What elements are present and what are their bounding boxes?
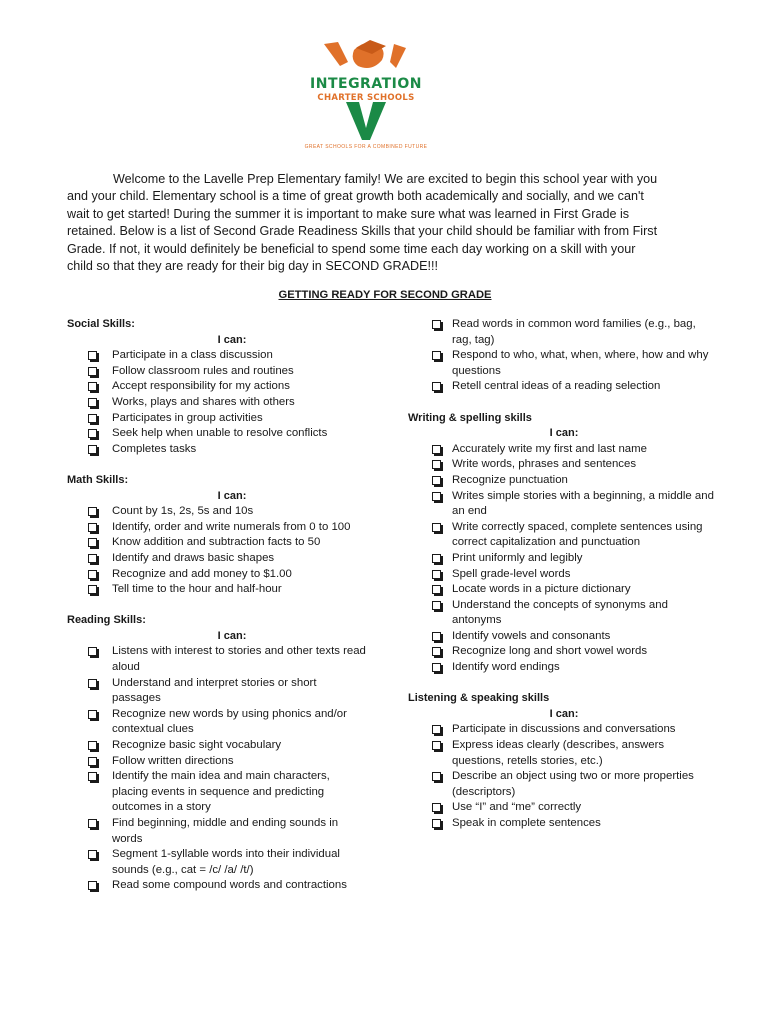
checklist-item (67, 847, 367, 878)
checkbox-icon (88, 382, 97, 391)
ican-label: I can: (549, 427, 579, 440)
checkbox-icon (432, 445, 441, 454)
checklist-item-text: Read words in common word families (e.g., bag, rag, tag) (452, 318, 696, 346)
checkbox-icon (432, 523, 441, 532)
checklist-item-text: Seek help when unable to resolve conflicts (112, 427, 328, 440)
checklist-item-text: Respond to who, what, when, where, how and why questions (452, 349, 709, 377)
checkbox-icon (88, 351, 97, 360)
checkbox-icon (432, 570, 441, 579)
checklist-item (67, 769, 367, 816)
checklist-item-text: Follow written directions (112, 754, 234, 767)
checkbox-icon (432, 585, 441, 594)
checklist-item-text: Know addition and subtraction facts to 50 (112, 536, 321, 549)
checklist-item-text: Accurately write my first and last name (452, 442, 647, 455)
checkbox-icon (88, 881, 97, 890)
checklist-item-text: Writes simple stories with a beginning, a middle and an end (452, 489, 714, 518)
checklist-item-text: Participates in group activities (112, 411, 263, 424)
checkbox-icon (88, 772, 97, 781)
checklist-item (408, 520, 718, 551)
checklist-item-text: Participate in discussions and conversations (452, 723, 676, 736)
ican-label: I can: (217, 629, 247, 642)
checkbox-icon (432, 320, 441, 329)
checkbox-icon (432, 725, 441, 734)
checklist-item-text: Speak in complete sentences (452, 817, 601, 829)
reading-skills-title: Reading Skills: (67, 614, 146, 627)
checkbox-icon (432, 741, 441, 750)
checklist-item-text: Identify the main idea and main characters, placing events in sequence and predicting outcomes in a story (112, 770, 330, 814)
checklist-item-text: Retell central ideas of a reading selection (452, 380, 661, 393)
checklist-item (67, 816, 367, 847)
checkbox-icon (88, 538, 97, 547)
checklist-item (67, 676, 367, 707)
math-skills-title: Math Skills: (67, 473, 129, 486)
checklist-item (67, 426, 367, 442)
checkbox-icon (432, 647, 441, 656)
logo-name: INTEGRATION (310, 76, 422, 92)
listening-skills-list (408, 722, 718, 831)
intro-line: wait to get started! During the summer it is important to make sure what was learned in First Grade is (67, 206, 630, 221)
listening-skills-title: Listening & speaking skills (408, 692, 550, 705)
checklist-item-text: Recognize and add money to $1.00 (112, 567, 292, 580)
checklist-item (67, 644, 367, 675)
checkbox-icon (88, 679, 97, 688)
checkbox-icon (432, 554, 441, 563)
social-skills-list (67, 348, 367, 457)
checklist-item (67, 442, 367, 458)
logo-subtitle: CHARTER SCHOOLS (317, 93, 415, 103)
intro-line: and your child. Elementary school is a time of great growth both academically and socially, and we can't (67, 189, 644, 204)
checklist-item-text: Find beginning, middle and ending sounds in words (112, 817, 339, 845)
checkbox-icon (88, 523, 97, 532)
checklist-item (67, 707, 367, 738)
checkbox-icon (88, 445, 97, 454)
checklist-item (408, 582, 718, 598)
checklist-item (67, 348, 367, 364)
checklist-item (67, 551, 367, 567)
checklist-item (408, 551, 718, 567)
ican-label: I can: (549, 707, 579, 720)
welcome-paragraph (67, 171, 707, 275)
checklist-item-text: Express ideas clearly (describes, answers questions, retells stories, etc.) (452, 739, 665, 767)
checklist-item (67, 582, 367, 598)
checkbox-icon (432, 772, 441, 781)
checkbox-icon (88, 757, 97, 766)
checklist-item-text: Recognize new words by using phonics and/or contextual clues (112, 707, 347, 736)
checklist-item-text: Use “I” and “me” correctly (452, 801, 582, 814)
checklist-item-text: Recognize basic sight vocabulary (112, 739, 282, 752)
checkbox-icon (88, 554, 97, 563)
checklist-item-text: Understand and interpret stories or short passages (112, 676, 317, 705)
checkbox-icon (88, 710, 97, 719)
checklist-item (408, 738, 718, 769)
checkbox-icon (432, 351, 441, 360)
school-logo (296, 36, 436, 158)
checklist-item-text: Understand the concepts of synonyms and antonyms (452, 598, 668, 627)
checklist-item (408, 379, 718, 395)
checklist-item-text: Locate words in a picture dictionary (452, 583, 631, 596)
checklist-item (408, 442, 718, 458)
checkbox-icon (88, 819, 97, 828)
checkbox-icon (88, 429, 97, 438)
intro-line: Grade. If not, it would definitely be beneficial to spend some time each day working on a skill with your (67, 241, 636, 256)
checklist-item-text: Identify vowels and consonants (452, 629, 611, 642)
checklist-item-text: Completes tasks (112, 442, 197, 455)
checklist-item-text: Count by 1s, 2s, 5s and 10s (112, 505, 254, 518)
logo-tagline: GREAT SCHOOLS FOR A COMBINED FUTURE (304, 144, 428, 150)
checklist-item-text: Recognize long and short vowel words (452, 645, 648, 658)
checklist-item-text: Read some compound words and contractions (112, 879, 347, 892)
checklist-item (408, 457, 718, 473)
math-skills-list (67, 504, 367, 598)
checkbox-icon (432, 663, 441, 672)
reading-skills-list (67, 644, 367, 894)
checkbox-icon (88, 850, 97, 859)
checklist-item (408, 489, 718, 520)
checkbox-icon (88, 507, 97, 516)
checkbox-icon (88, 398, 97, 407)
ican-label: I can: (217, 489, 247, 502)
checklist-item (67, 738, 367, 754)
checklist-item-text: Recognize punctuation (452, 473, 568, 486)
checklist-item (67, 878, 367, 894)
checklist-item (67, 535, 367, 551)
reading-skills-list-continued (408, 317, 718, 395)
checklist-item-text: Identify and draws basic shapes (112, 551, 275, 564)
checklist-item-text: Print uniformly and legibly (452, 551, 583, 564)
checklist-item (408, 816, 718, 832)
writing-skills-list (408, 442, 718, 676)
checkbox-icon (432, 476, 441, 485)
checklist-item (67, 411, 367, 427)
checklist-item-text: Follow classroom rules and routines (112, 364, 294, 377)
checkbox-icon (432, 460, 441, 469)
ican-label: I can: (217, 333, 247, 346)
checklist-item (67, 395, 367, 411)
checklist-item (408, 769, 718, 800)
left-column (67, 317, 367, 894)
checklist-item (408, 722, 718, 738)
checklist-item (408, 567, 718, 583)
checkbox-icon (88, 647, 97, 656)
checklist-item (408, 800, 718, 816)
section-heading: GETTING READY FOR SECOND GRADE (278, 289, 492, 301)
checklist-item-text: Identify, order and write numerals from 0 to 100 (112, 520, 351, 533)
checkbox-icon (88, 414, 97, 423)
checklist-item (67, 754, 367, 770)
checklist-item (408, 317, 718, 348)
checkbox-icon (88, 741, 97, 750)
checkbox-icon (432, 819, 441, 828)
checklist-item-text: Describe an object using two or more properties (descriptors) (452, 770, 694, 798)
checklist-item (408, 629, 718, 645)
checklist-item (67, 364, 367, 380)
checklist-item-text: Identify word endings (452, 661, 560, 674)
checklist-item (408, 473, 718, 489)
intro-line: retained. Below is a list of Second Grade Readiness Skills that your child should be familiar with from First (67, 224, 658, 239)
checklist-item-text: Spell grade-level words (452, 567, 571, 580)
checklist-item (408, 644, 718, 660)
checklist-item-text: Write correctly spaced, complete sentences using correct capitalization and punctuation (452, 520, 703, 549)
checklist-item (408, 598, 718, 629)
checklist-item-text: Works, plays and shares with others (112, 395, 295, 408)
checkbox-icon (432, 492, 441, 501)
checklist-item-text: Accept responsibility for my actions (112, 380, 290, 393)
checkbox-icon (432, 601, 441, 610)
writing-skills-title: Writing & spelling skills (408, 411, 532, 424)
checkbox-icon (88, 585, 97, 594)
checkbox-icon (88, 367, 97, 376)
checklist-item (408, 660, 718, 676)
right-column (408, 317, 718, 832)
checklist-item (408, 348, 718, 379)
checklist-item (67, 504, 367, 520)
checkbox-icon (432, 382, 441, 391)
checklist-item (67, 379, 367, 395)
checkbox-icon (88, 570, 97, 579)
intro-line: Welcome to the Lavelle Prep Elementary family! We are excited to begin this school year with you (113, 172, 658, 186)
checkbox-icon (432, 632, 441, 641)
checklist-item-text: Tell time to the hour and half-hour (112, 583, 282, 596)
checklist-item-text: Participate in a class discussion (112, 349, 273, 362)
checklist-item-text: Listens with interest to stories and other texts read aloud (112, 645, 366, 674)
checklist-item (67, 520, 367, 536)
checkbox-icon (432, 803, 441, 812)
checklist-item-text: Segment 1-syllable words into their individual sounds (e.g., cat = /c/ /a/ /t/) (112, 848, 340, 876)
intro-line: child so that they are ready for their big day in SECOND GRADE!!! (67, 259, 438, 274)
checklist-item (67, 567, 367, 583)
checklist-item-text: Write words, phrases and sentences (452, 458, 637, 471)
social-skills-title: Social Skills: (67, 318, 135, 330)
